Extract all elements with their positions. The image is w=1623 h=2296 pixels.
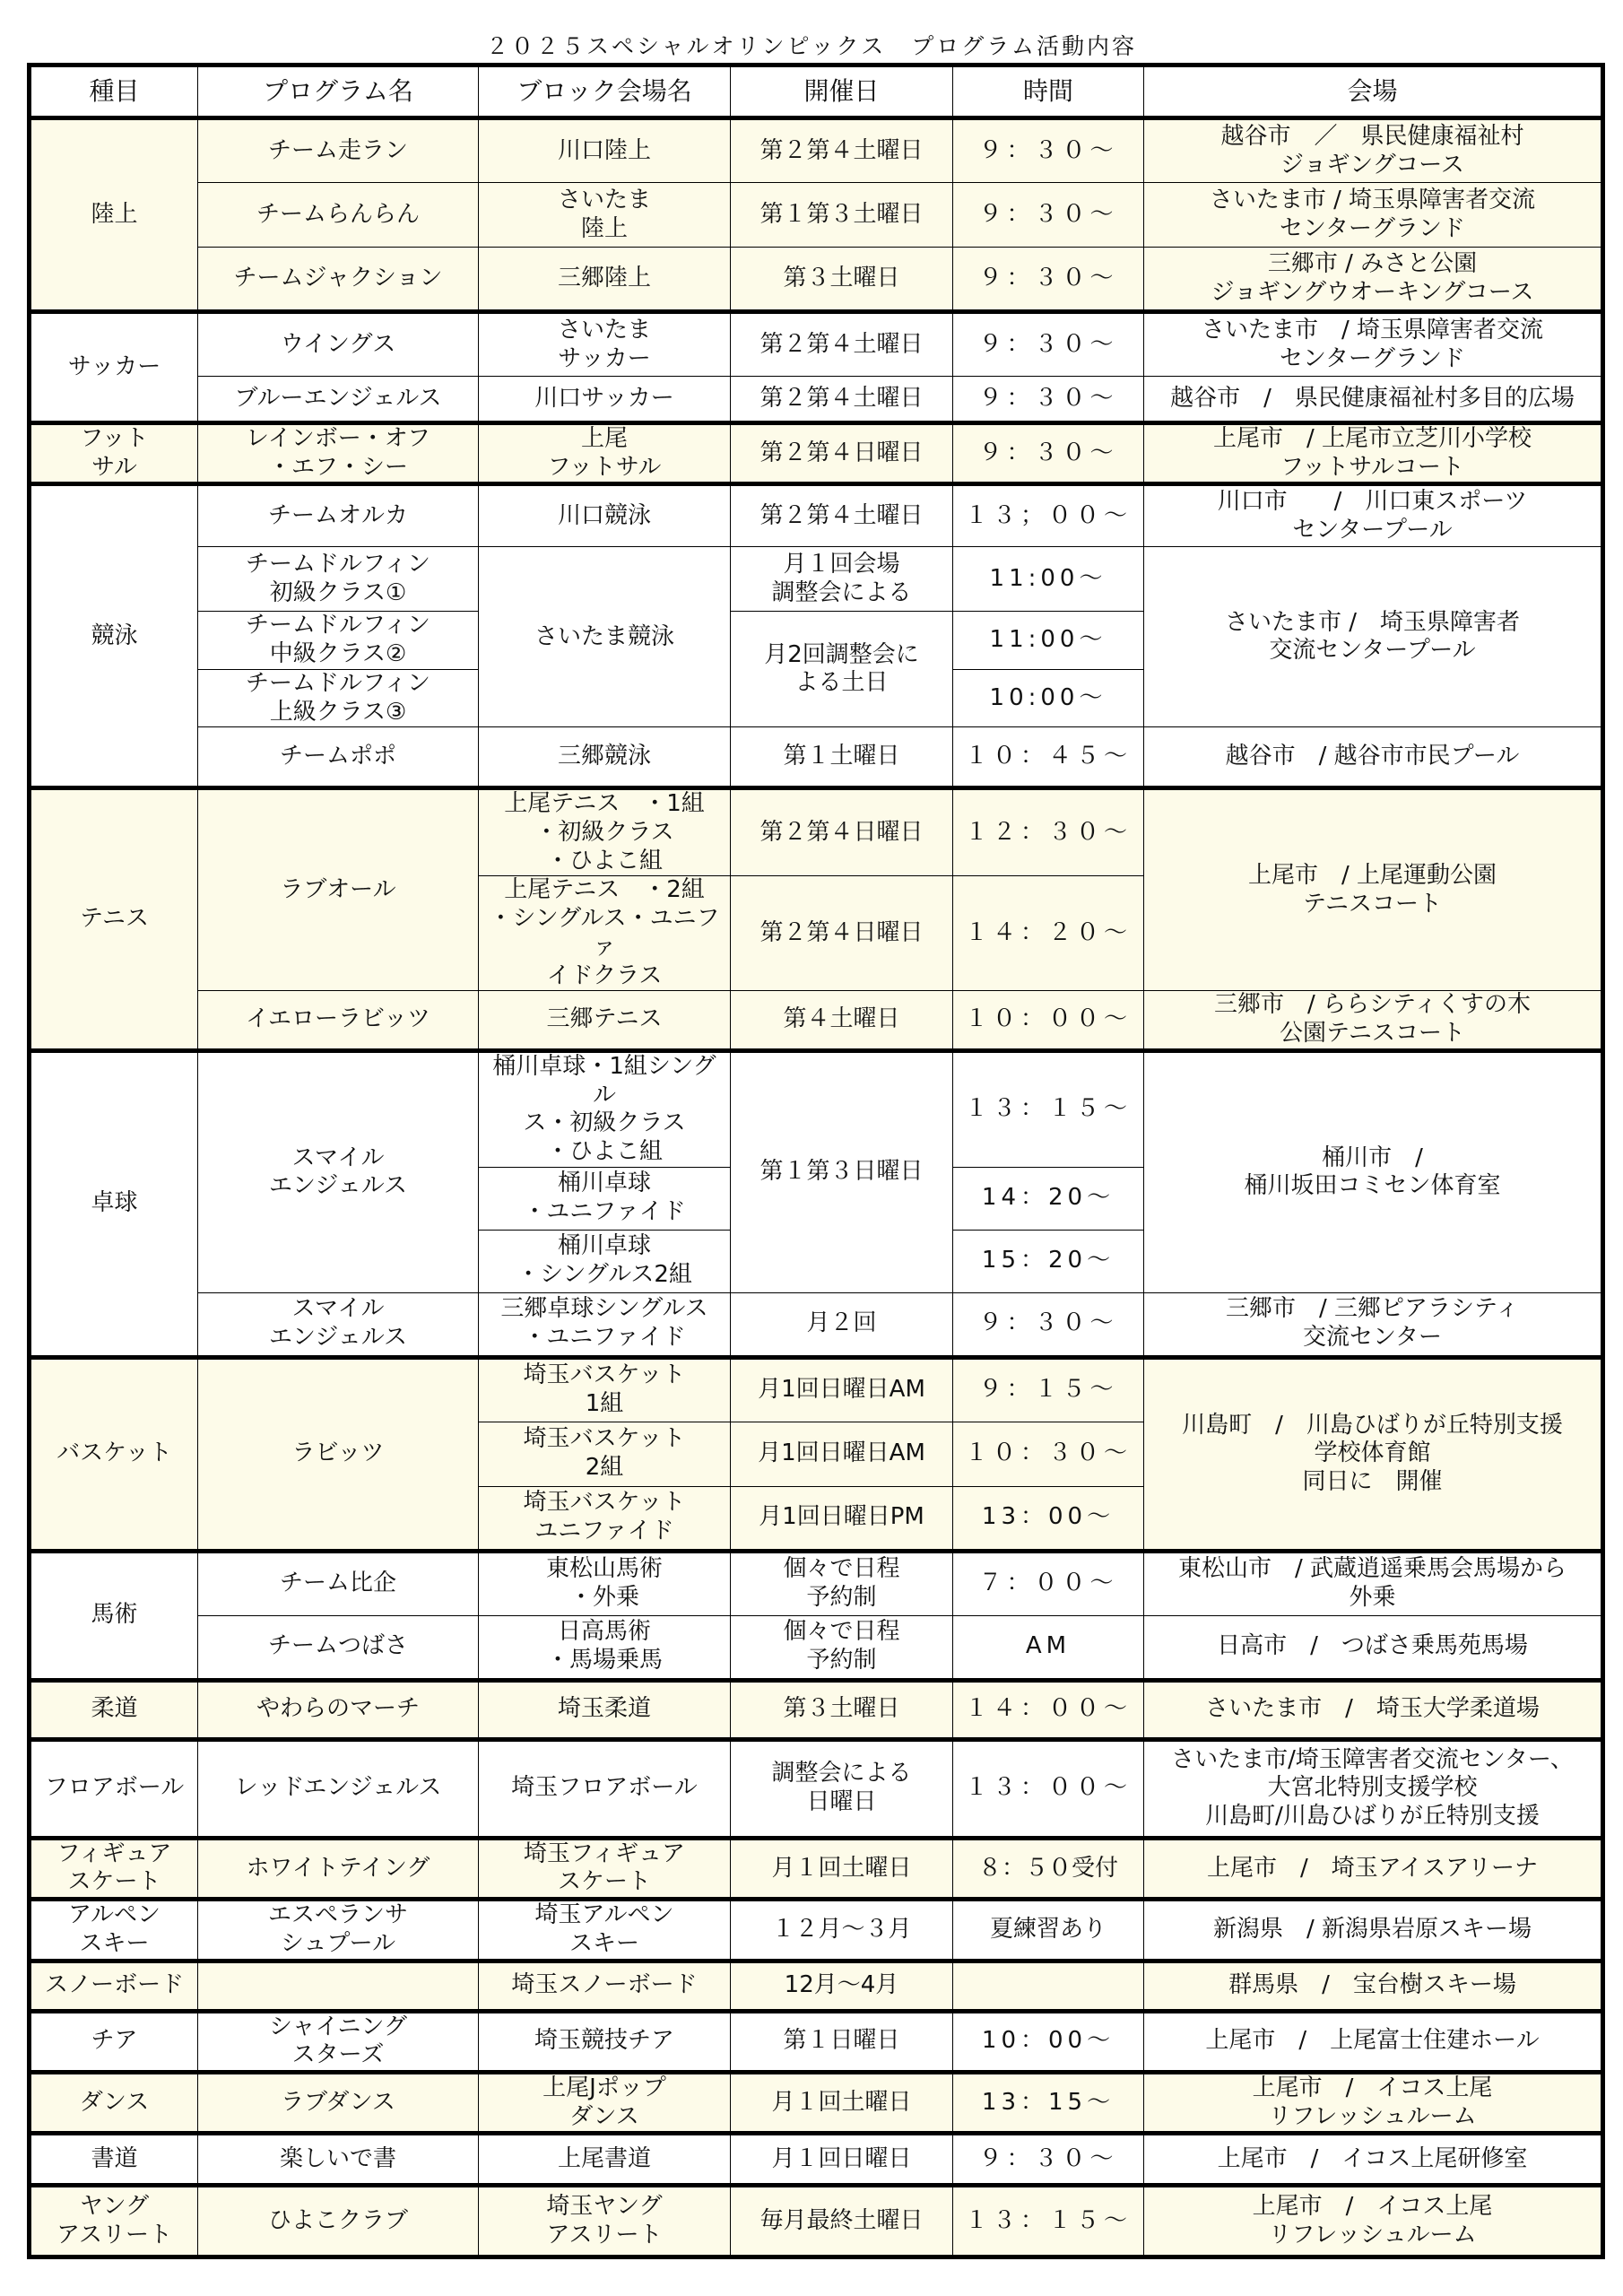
group-shodo (30, 2134, 1603, 2186)
group-tabletennis (30, 1050, 1603, 1357)
date-cell: 第２第４土曜日 (731, 377, 953, 423)
block-cell: 川口サッカー (479, 377, 731, 423)
date-cell: 第３土曜日 (731, 248, 953, 312)
time-cell: 夏練習あり (953, 1900, 1144, 1961)
sport-cell: ヤング アスリート (30, 2186, 198, 2257)
table-row (30, 1050, 1603, 1167)
time-cell: 15：20～ (953, 1230, 1144, 1292)
program-cell: レインボー・オフ ・エフ・シー (198, 423, 479, 484)
time-cell: ８：５０受付 (953, 1838, 1144, 1899)
date-cell: 第１第３土曜日 (731, 183, 953, 248)
time-cell: ９：３０～ (953, 312, 1144, 377)
program-cell: チームらんらん (198, 183, 479, 248)
date-cell: 第２第４土曜日 (731, 312, 953, 377)
table-row (30, 1292, 1603, 1357)
date-cell: 毎月最終土曜日 (731, 2186, 953, 2257)
date-cell: 第２第４日曜日 (731, 788, 953, 876)
group-judo (30, 1680, 1603, 1739)
time-cell: １４：２０～ (953, 876, 1144, 991)
group-young-athlete (30, 2186, 1603, 2257)
time-cell (953, 1961, 1144, 2011)
table-header (30, 65, 1603, 118)
date-cell: 月１回土曜日 (731, 1838, 953, 1899)
program-cell: ラブオール (198, 788, 479, 991)
time-cell: ９：３０～ (953, 183, 1144, 248)
venue-cell: 上尾市 / 上尾市立芝川小学校 フットサルコート (1144, 423, 1603, 484)
venue-cell: 東松山市 / 武蔵逍遥乗馬会馬場から 外乗 (1144, 1551, 1603, 1615)
group-figure (30, 1838, 1603, 1899)
block-cell: 三郷テニス (479, 991, 731, 1050)
group-swim (30, 484, 1603, 788)
date-cell: 第１日曜日 (731, 2011, 953, 2072)
sport-cell: テニス (30, 788, 198, 1050)
table-row (30, 1680, 1603, 1739)
block-cell: 三郷競泳 (479, 727, 731, 788)
time-cell: 11:00～ (953, 612, 1144, 669)
program-cell: チームポポ (198, 727, 479, 788)
program-cell: チーム比企 (198, 1551, 479, 1615)
table-row (30, 2011, 1603, 2072)
sport-cell: バスケット (30, 1357, 198, 1551)
time-cell: ９：１５～ (953, 1357, 1144, 1422)
time-cell: 13：15～ (953, 2072, 1144, 2133)
program-cell: ホワイトテイング (198, 1838, 479, 1899)
sport-cell: 書道 (30, 2134, 198, 2186)
table-row (30, 2072, 1603, 2133)
table-row (30, 1739, 1603, 1838)
date-cell: 月１回会場 調整会による (731, 547, 953, 612)
table-row (30, 991, 1603, 1050)
date-cell: 第４土曜日 (731, 991, 953, 1050)
group-futsal (30, 423, 1603, 484)
venue-cell: 越谷市 ／ 県民健康福祉村 ジョギングコース (1144, 118, 1603, 183)
venue-cell: 上尾市 / 埼玉アイスアリーナ (1144, 1838, 1603, 1899)
venue-cell: 上尾市 / 上尾運動公園 テニスコート (1144, 788, 1603, 991)
program-cell: チームオルカ (198, 484, 479, 547)
time-cell: AM (953, 1615, 1144, 1680)
sport-cell: 馬術 (30, 1551, 198, 1680)
venue-cell: 上尾市 / イコス上尾研修室 (1144, 2134, 1603, 2186)
date-cell: 月１回土曜日 (731, 2072, 953, 2133)
block-cell: 埼玉ヤング アスリート (479, 2186, 731, 2257)
date-cell: 個々で日程 予約制 (731, 1551, 953, 1615)
date-cell: 第３土曜日 (731, 1680, 953, 1739)
venue-cell: さいたま市 / 埼玉県障害者交流 センターグランド (1144, 183, 1603, 248)
program-cell: イエローラビッツ (198, 991, 479, 1050)
venue-cell: 日高市 / つばさ乗馬苑馬場 (1144, 1615, 1603, 1680)
table-row (30, 2186, 1603, 2257)
date-cell: 月２回 (731, 1292, 953, 1357)
sport-cell: 卓球 (30, 1050, 198, 1357)
block-cell: 桶川卓球・1組シングル ス・初級クラス ・ひよこ組 (479, 1050, 731, 1167)
time-cell: １０：３０～ (953, 1422, 1144, 1486)
header-venue: 会場 (1144, 65, 1603, 118)
table-row (30, 1838, 1603, 1899)
block-cell: 上尾 フットサル (479, 423, 731, 484)
venue-cell: 三郷市 / みさと公園 ジョギングウオーキングコース (1144, 248, 1603, 312)
date-cell: 個々で日程 予約制 (731, 1615, 953, 1680)
program-cell: スマイル エンジェルス (198, 1292, 479, 1357)
program-cell: チームジャクション (198, 248, 479, 312)
block-cell: 三郷卓球シングルス ・ユニファイド (479, 1292, 731, 1357)
group-dance (30, 2072, 1603, 2133)
program-cell: エスペランサ シュプール (198, 1900, 479, 1961)
date-cell: 月1回日曜日AM (731, 1357, 953, 1422)
date-cell: 第２第４日曜日 (731, 423, 953, 484)
block-cell: 川口競泳 (479, 484, 731, 547)
venue-cell: さいたま市 / 埼玉大学柔道場 (1144, 1680, 1603, 1739)
block-cell: さいたま 陸上 (479, 183, 731, 248)
date-cell: 第２第４日曜日 (731, 876, 953, 991)
program-cell: ブルーエンジェルス (198, 377, 479, 423)
time-cell: ９：３０～ (953, 1292, 1144, 1357)
date-cell: 月1回日曜日PM (731, 1486, 953, 1551)
block-cell: 東松山馬術 ・外乗 (479, 1551, 731, 1615)
block-cell: 上尾書道 (479, 2134, 731, 2186)
venue-cell: さいたま市 / 埼玉県障害者 交流センタープール (1144, 547, 1603, 727)
program-cell: ラブダンス (198, 2072, 479, 2133)
time-cell: 10：00～ (953, 2011, 1144, 2072)
program-cell: スマイル エンジェルス (198, 1050, 479, 1292)
sport-cell: 競泳 (30, 484, 198, 788)
venue-cell: 群馬県 / 宝台樹スキー場 (1144, 1961, 1603, 2011)
document-title: ２０２５スペシャルオリンピックス プログラム活動内容 (485, 33, 1137, 59)
venue-cell: 上尾市 / 上尾富士住建ホール (1144, 2011, 1603, 2072)
table-row (30, 248, 1603, 312)
block-cell: 埼玉競技チア (479, 2011, 731, 2072)
program-cell: ラビッツ (198, 1357, 479, 1551)
table-row (30, 1961, 1603, 2011)
date-cell: 月1回日曜日AM (731, 1422, 953, 1486)
block-cell: 桶川卓球 ・シングルス2組 (479, 1230, 731, 1292)
block-cell: 埼玉フロアボール (479, 1739, 731, 1838)
time-cell: １３：１５～ (953, 2186, 1144, 2257)
venue-cell: 越谷市 / 越谷市市民プール (1144, 727, 1603, 788)
sport-cell: サッカー (30, 312, 198, 423)
venue-cell: 川島町 / 川島ひばりが丘特別支援 学校体育館 同日に 開催 (1144, 1357, 1603, 1551)
program-cell: チームドルフィン 上級クラス③ (198, 669, 479, 726)
group-basket (30, 1357, 1603, 1551)
time-cell: 10:00～ (953, 669, 1144, 726)
table-row (30, 423, 1603, 484)
header-program: プログラム名 (198, 65, 479, 118)
table-row (30, 1551, 1603, 1615)
block-cell: 埼玉柔道 (479, 1680, 731, 1739)
sport-cell: チア (30, 2011, 198, 2072)
group-tennis (30, 788, 1603, 1050)
sport-cell: 柔道 (30, 1680, 198, 1739)
time-cell: １３：１５～ (953, 1050, 1144, 1167)
group-floorball (30, 1739, 1603, 1838)
block-cell: さいたま競泳 (479, 547, 731, 727)
table-row (30, 377, 1603, 423)
venue-cell: 上尾市 / イコス上尾 リフレッシュルーム (1144, 2072, 1603, 2133)
group-rikujo (30, 118, 1603, 312)
date-cell: 調整会による 日曜日 (731, 1739, 953, 1838)
program-cell: チーム走ラン (198, 118, 479, 183)
time-cell: １３：００～ (953, 1739, 1144, 1838)
table-row (30, 312, 1603, 377)
time-cell: 13：00～ (953, 1486, 1144, 1551)
time-cell: ９：３０～ (953, 423, 1144, 484)
table-row (30, 1615, 1603, 1680)
program-cell: チームドルフィン 中級クラス② (198, 612, 479, 669)
time-cell: ９：３０～ (953, 118, 1144, 183)
group-soccer (30, 312, 1603, 423)
date-cell: 第２第４土曜日 (731, 118, 953, 183)
program-cell: チームドルフィン 初級クラス① (198, 547, 479, 612)
block-cell: 埼玉バスケット 1組 (479, 1357, 731, 1422)
table-row (30, 788, 1603, 876)
venue-cell: 桶川市 / 桶川坂田コミセン体育室 (1144, 1050, 1603, 1292)
header-date: 開催日 (731, 65, 953, 118)
sport-cell: スノーボード (30, 1961, 198, 2011)
time-cell: ７：００～ (953, 1551, 1144, 1615)
time-cell: 14：20～ (953, 1167, 1144, 1230)
block-cell: 埼玉バスケット 2組 (479, 1422, 731, 1486)
date-cell: １２月～３月 (731, 1900, 953, 1961)
sport-cell: ダンス (30, 2072, 198, 2133)
program-cell (198, 1961, 479, 2011)
header-block-venue: ブロック会場名 (479, 65, 731, 118)
block-cell: 日高馬術 ・馬場乗馬 (479, 1615, 731, 1680)
program-cell: 楽しいで書 (198, 2134, 479, 2186)
program-cell: チームつばさ (198, 1615, 479, 1680)
date-cell: 月１回日曜日 (731, 2134, 953, 2186)
table-row (30, 1357, 1603, 1422)
block-cell: 三郷陸上 (479, 248, 731, 312)
venue-cell: さいたま市/埼玉障害者交流センター、 大宮北特別支援学校 川島町/川島ひばりが丘特別支援 (1144, 1739, 1603, 1838)
date-cell: 第１第３日曜日 (731, 1050, 953, 1292)
date-cell: 第２第４土曜日 (731, 484, 953, 547)
date-cell: 12月～4月 (731, 1961, 953, 2011)
venue-cell: さいたま市 / 埼玉県障害者交流 センターグランド (1144, 312, 1603, 377)
table-row (30, 1900, 1603, 1961)
table-row (30, 727, 1603, 788)
program-cell: やわらのマーチ (198, 1680, 479, 1739)
sport-cell: フロアボール (30, 1739, 198, 1838)
group-equestrian (30, 1551, 1603, 1680)
block-cell: 上尾テニス ・1組 ・初級クラス ・ひよこ組 (479, 788, 731, 876)
venue-cell: 越谷市 / 県民健康福祉村多目的広場 (1144, 377, 1603, 423)
program-cell: ひよこクラブ (198, 2186, 479, 2257)
block-cell: さいたま サッカー (479, 312, 731, 377)
program-cell: レッドエンジェルス (198, 1739, 479, 1838)
time-cell: ９：３０～ (953, 248, 1144, 312)
sport-cell: フィギュア スケート (30, 1838, 198, 1899)
program-cell: シャイニング スターズ (198, 2011, 479, 2072)
date-cell: 第１土曜日 (731, 727, 953, 788)
time-cell: ９：３０～ (953, 2134, 1144, 2186)
time-cell: 11:00～ (953, 547, 1144, 612)
group-cheer (30, 2011, 1603, 2072)
venue-cell: 新潟県 / 新潟県岩原スキー場 (1144, 1900, 1603, 1961)
block-cell: 埼玉フィギュア スケート (479, 1838, 731, 1899)
sport-cell: フット サル (30, 423, 198, 484)
block-cell: 埼玉スノーボード (479, 1961, 731, 2011)
group-alpine (30, 1900, 1603, 1961)
date-cell: 月2回調整会に よる土日 (731, 612, 953, 727)
time-cell: １０：４５～ (953, 727, 1144, 788)
block-cell: 上尾テニス ・2組 ・シングルス・ユニファ イドクラス (479, 876, 731, 991)
block-cell: 埼玉バスケット ユニファイド (479, 1486, 731, 1551)
program-schedule-table (27, 63, 1605, 2259)
venue-cell: 上尾市 / イコス上尾 リフレッシュルーム (1144, 2186, 1603, 2257)
table-row (30, 183, 1603, 248)
table-row (30, 2134, 1603, 2186)
block-cell: 川口陸上 (479, 118, 731, 183)
header-time: 時間 (953, 65, 1144, 118)
venue-cell: 川口市 / 川口東スポーツ センタープール (1144, 484, 1603, 547)
sport-cell: 陸上 (30, 118, 198, 312)
block-cell: 桶川卓球 ・ユニファイド (479, 1167, 731, 1230)
time-cell: １２：３０～ (953, 788, 1144, 876)
group-snowboard (30, 1961, 1603, 2011)
block-cell: 上尾Jポップ ダンス (479, 2072, 731, 2133)
time-cell: ９：３０～ (953, 377, 1144, 423)
table-row (30, 547, 1603, 612)
table-row (30, 484, 1603, 547)
block-cell: 埼玉アルペン スキー (479, 1900, 731, 1961)
venue-cell: 三郷市 / 三郷ピアラシティ 交流センター (1144, 1292, 1603, 1357)
sport-cell: アルペン スキー (30, 1900, 198, 1961)
header-sport: 種目 (30, 65, 198, 118)
program-cell: ウイングス (198, 312, 479, 377)
table-row (30, 118, 1603, 183)
time-cell: １０：００～ (953, 991, 1144, 1050)
venue-cell: 三郷市 / ららシティくすの木 公園テニスコート (1144, 991, 1603, 1050)
time-cell: １３；００～ (953, 484, 1144, 547)
time-cell: １４：００～ (953, 1680, 1144, 1739)
